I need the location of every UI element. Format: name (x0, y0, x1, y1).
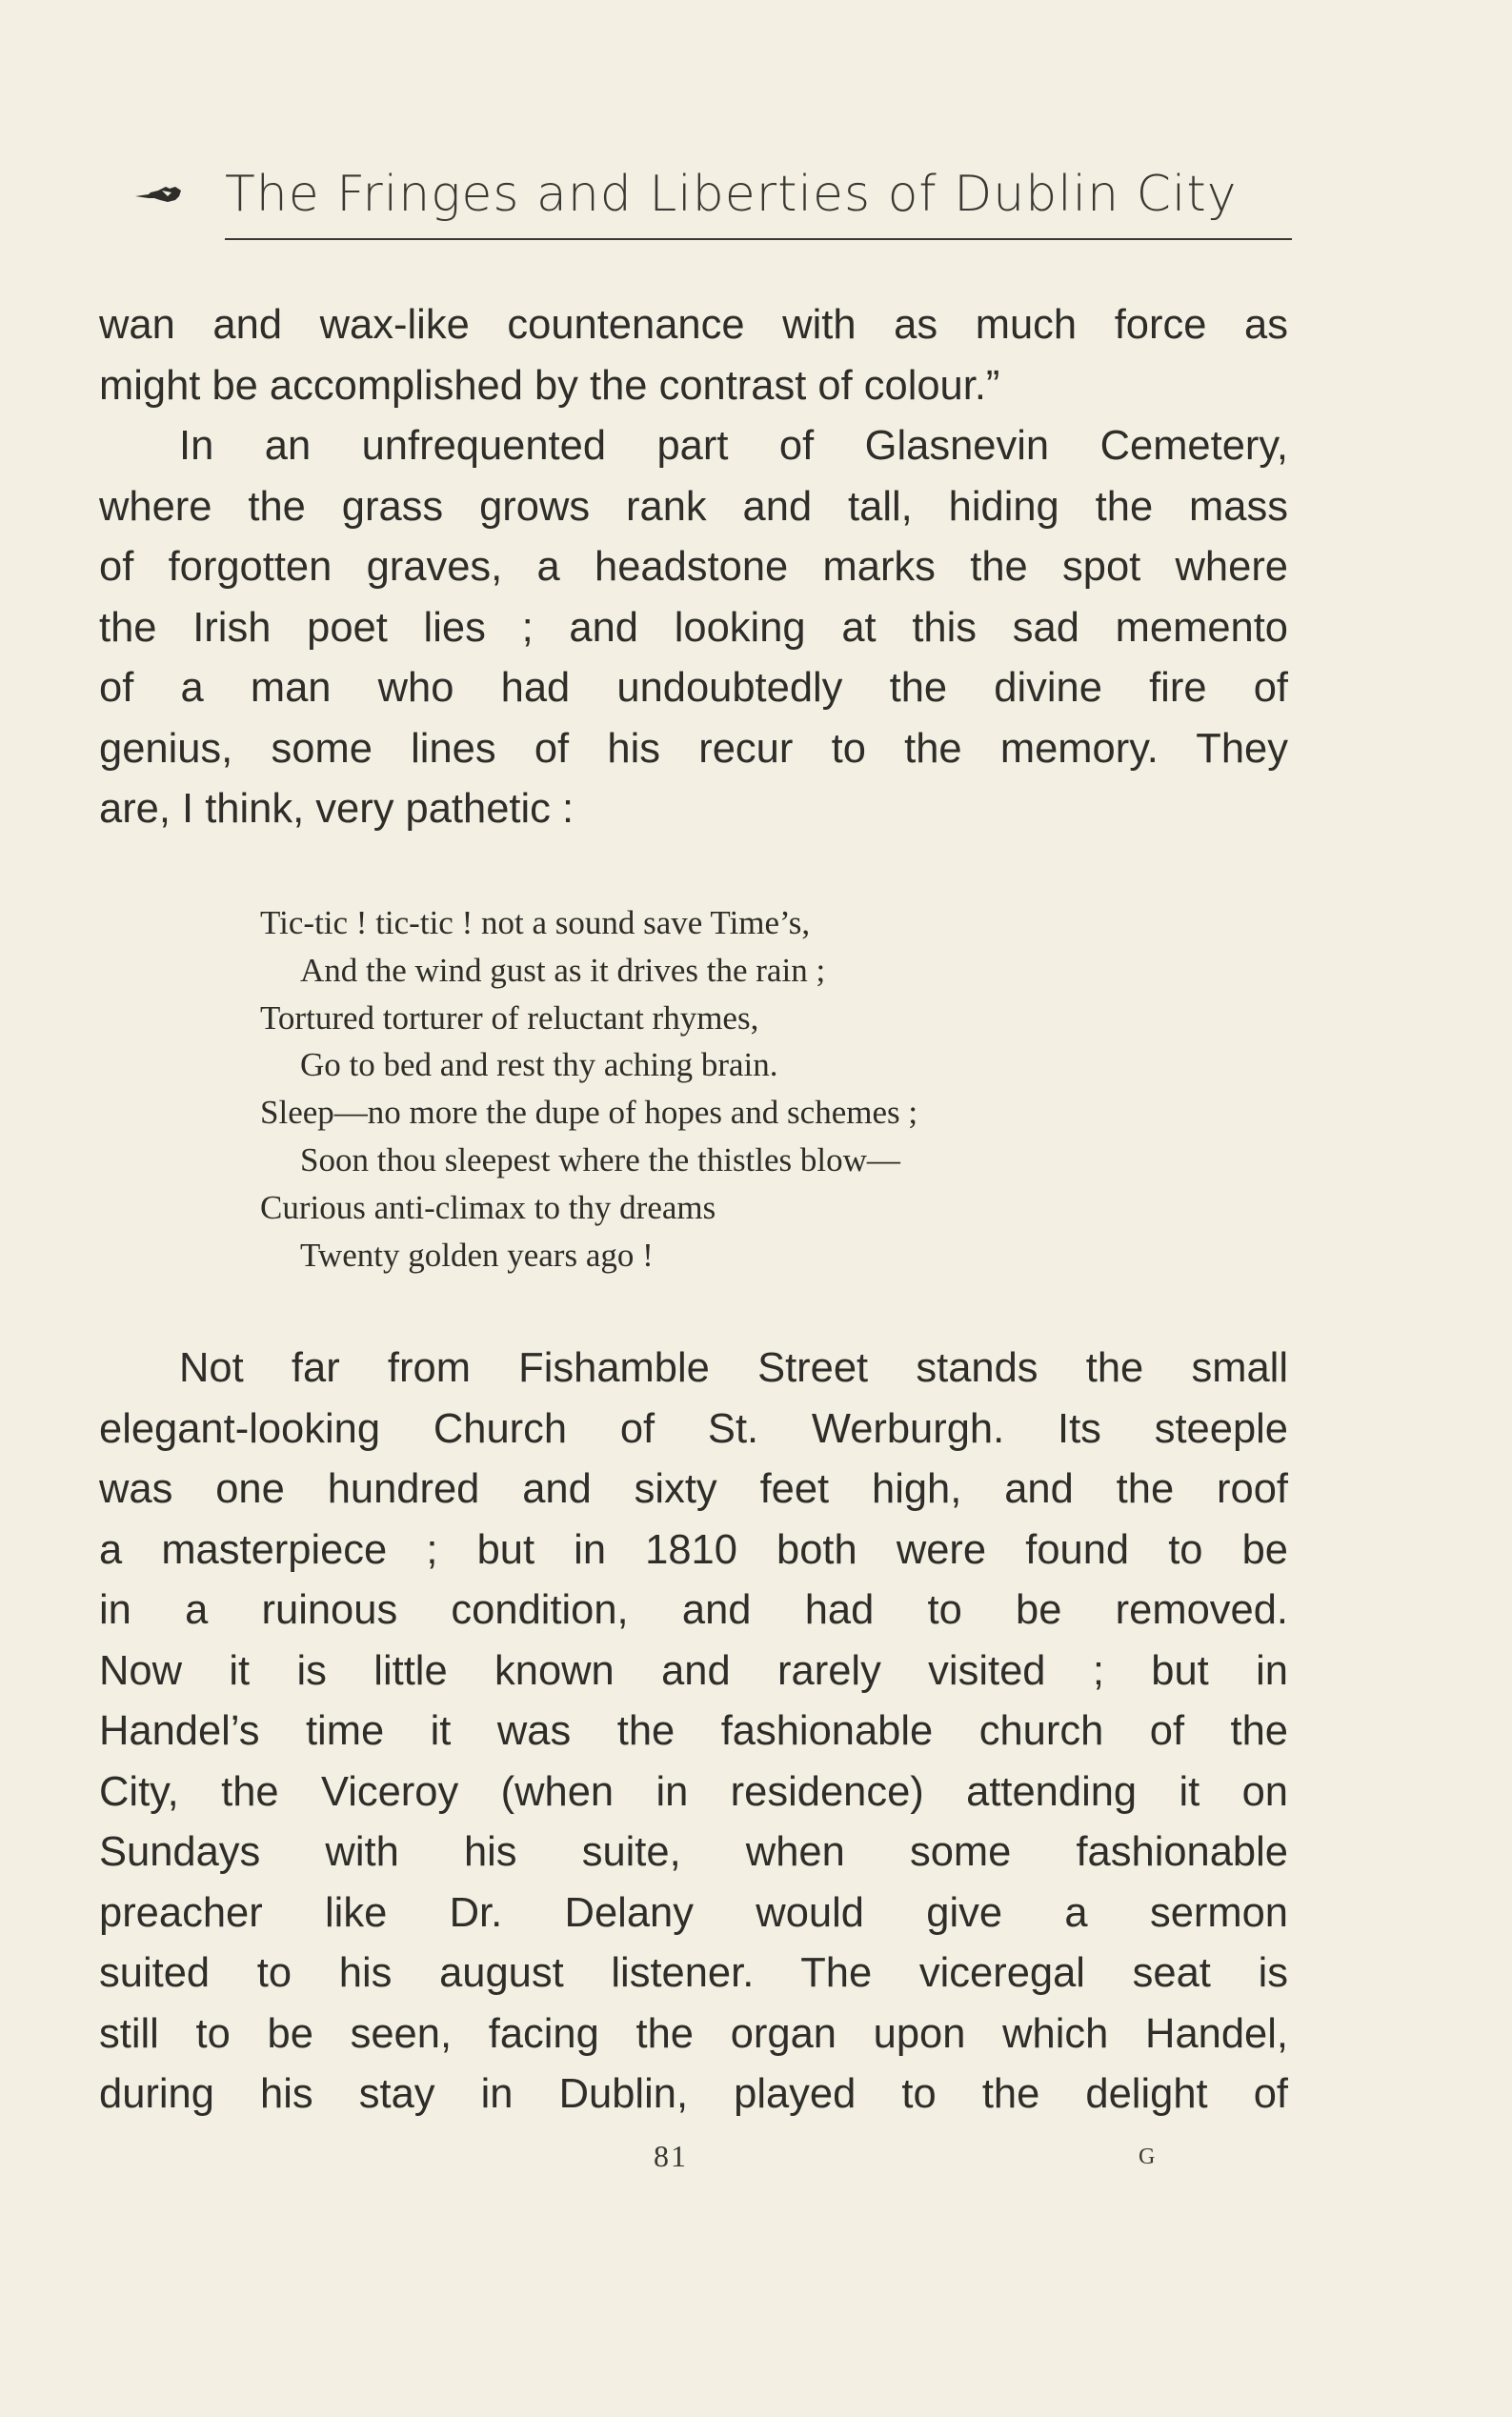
text-line: Not far from Fishamble Street stands the small (179, 1345, 1288, 1391)
poem-line: Go to bed and rest thy aching brain. (300, 1046, 778, 1084)
text-line: of a man who had undoubtedly the divine fire of (99, 665, 1288, 711)
poem-line: Twenty golden years ago ! (300, 1236, 654, 1274)
text-line: a masterpiece ; but in 1810 both were found to be (99, 1526, 1288, 1573)
text-line: wan and wax-like countenance with as much force as (99, 302, 1288, 348)
text-line: suited to his august listener. The viceregal seat is (99, 1950, 1288, 1996)
page-footer (0, 2139, 1512, 2177)
text-line: during his stay in Dublin, played to the delight of (99, 2071, 1288, 2117)
text-line: the Irish poet lies ; and looking at this sad memento (99, 604, 1288, 651)
text-line: of forgotten graves, a headstone marks the spot where (99, 544, 1288, 590)
text-line: preacher like Dr. Delany would give a sermon (99, 1889, 1288, 1936)
poem-block (260, 899, 1175, 1279)
text-line: Now it is little known and rarely visited ; but in (99, 1647, 1288, 1694)
poem-line: Sleep—no more the dupe of hopes and schemes ; (260, 1094, 918, 1132)
poem-line: And the wind gust as it drives the rain ; (300, 951, 826, 989)
text-line: still to be seen, facing the organ upon which Handel, (99, 2010, 1288, 2057)
text-line: was one hundred and sixty feet high, and the roof (99, 1466, 1288, 1512)
text-line: might be accomplished by the contrast of colour.” (99, 362, 1000, 409)
text-line: elegant-looking Church of St. Werburgh. Its steeple (99, 1405, 1288, 1452)
text-line: genius, some lines of his recur to the memory. They (99, 725, 1288, 772)
text-line: In an unfrequented part of Glasnevin Cemetery, (179, 423, 1288, 469)
text-line: are, I think, very pathetic : (99, 786, 575, 832)
paragraph-2 (99, 1339, 1288, 2125)
text-line: City, the Viceroy (when in residence) attending it on (99, 1768, 1288, 1815)
poem-line: Curious anti-climax to thy dreams (260, 1188, 716, 1226)
pointing-hand-icon (133, 183, 183, 206)
text-line: in a ruinous condition, and had to be removed. (99, 1587, 1288, 1633)
poem-line: Tic-tic ! tic-tic ! not a sound save Time’s, (260, 904, 811, 941)
text-line: Sundays with his suite, when some fashionable (99, 1829, 1288, 1875)
page-header (225, 162, 1292, 240)
paragraph-1 (99, 295, 1288, 840)
poem-line: Tortured torturer of reluctant rhymes, (260, 998, 759, 1037)
page-number: 81 (654, 2139, 688, 2173)
signature-mark: G (1139, 2145, 1156, 2169)
running-head: The Fringes and Liberties of Dublin City (225, 166, 1238, 223)
poem-line: Soon thou sleepest where the thistles blow— (300, 1140, 900, 1178)
text-line: Handel’s time it was the fashionable church of the (99, 1708, 1288, 1754)
text-line: where the grass grows rank and tall, hiding the mass (99, 483, 1288, 530)
